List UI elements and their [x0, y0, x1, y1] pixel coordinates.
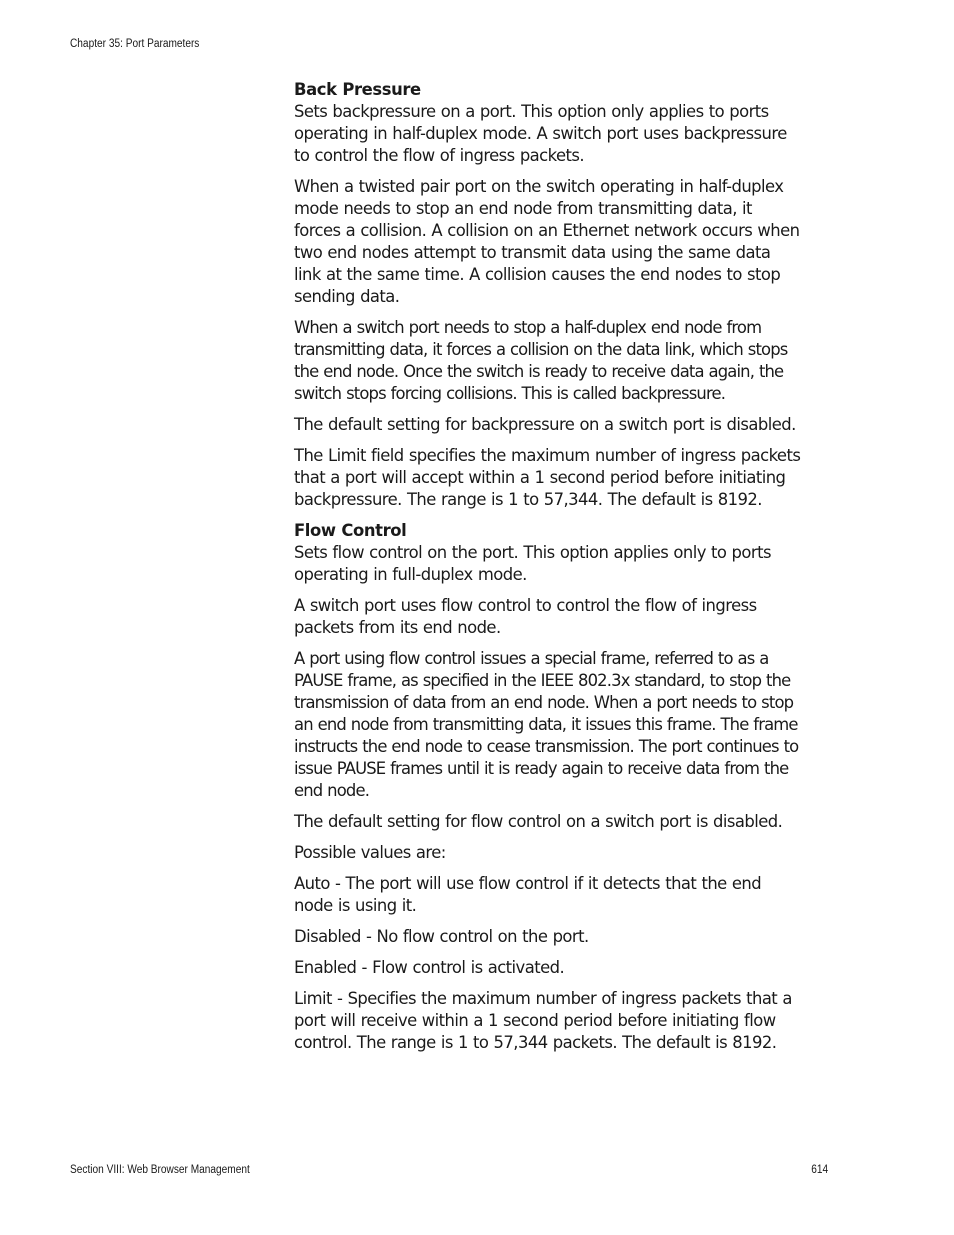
running-footer: Section VIII: Web Browser Management [70, 1164, 250, 1176]
paragraph: Enabled - Flow control is activated. [294, 958, 565, 977]
paragraph: Sets flow control on the port. This option applies only to ports operating in full-duplex mode. [294, 543, 771, 584]
body-content [294, 79, 802, 1063]
paragraph: A switch port uses flow control to control the flow of ingress packets from its end node. [294, 596, 757, 637]
paragraph: Possible values are: [294, 843, 446, 862]
paragraph: Sets backpressure on a port. This option only applies to ports operating in half-duplex mode. A switch port uses backpressure to control the flow of ingress packets. [294, 102, 787, 165]
paragraph: The default setting for flow control on a switch port is disabled. [294, 812, 783, 831]
paragraph: Auto - The port will use flow control if it detects that the end node is using it. [294, 874, 762, 915]
paragraph: Disabled - No flow control on the port. [294, 927, 589, 946]
section-heading: Flow Control [294, 521, 407, 540]
section-heading: Back Pressure [294, 80, 421, 99]
paragraph: When a twisted pair port on the switch operating in half-duplex mode needs to stop an end node from transmitting data, it forces a collision. A collision on an Ethernet network occurs when two end nodes attempt to transmit data using the same data link at the same time. A collision causes the end nodes to stop sending data. [294, 177, 800, 306]
paragraph: Limit - Specifies the maximum number of ingress packets that a port will receive within a 1 second period before initiating flow control. The range is 1 to 57,344 packets. The default is 8192. [294, 989, 792, 1052]
paragraph: The default setting for backpressure on a switch port is disabled. [294, 415, 796, 434]
running-header: Chapter 35: Port Parameters [70, 38, 200, 50]
paragraph: A port using flow control issues a special frame, referred to as a PAUSE frame, as specified in the IEEE 802.3x standard, to stop the transmission of data from an end node. When a port needs to stop an end node from transmitting data, it issues this frame. The frame instructs the end node to cease transmission. The port continues to issue PAUSE frames until it is ready again to receive data from the end node. [294, 649, 799, 800]
paragraph: The Limit field specifies the maximum number of ingress packets that a port will accept within a 1 second period before initiating backpressure. The range is 1 to 57,344. The default is 8192. [294, 446, 801, 509]
section-flow-control [294, 520, 802, 1054]
page-number: 614 [811, 1164, 828, 1176]
section-back-pressure [294, 79, 802, 511]
paragraph: When a switch port needs to stop a half-duplex end node from transmitting data, it forces a collision on the data link, which stops the end node. Once the switch is ready to receive data again, the switch stops forcing collisions. This is called backpressure. [294, 318, 788, 403]
